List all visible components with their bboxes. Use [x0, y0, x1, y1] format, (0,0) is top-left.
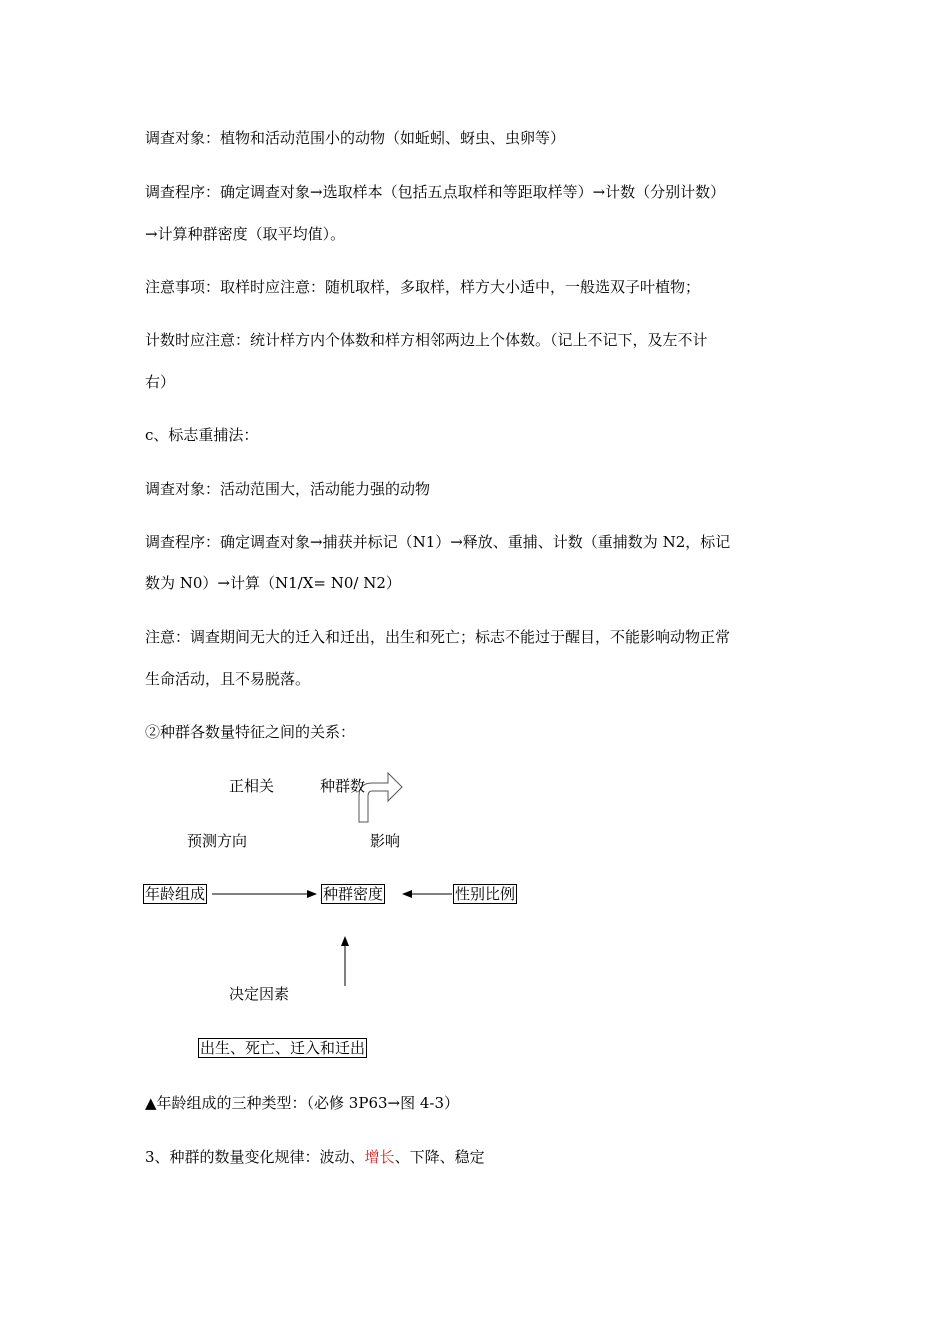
mark-recapture-procedure-cont: 数为 N0）→计算（N1/X= N0/ N2） [145, 574, 401, 592]
population-count-label: 种群数 [320, 777, 366, 795]
survey-procedure-text: 调查程序：确定调查对象→选取样本（包括五点取样和等距取样等）→计数（分别计数） [145, 183, 726, 201]
arrow-birth-to-density [341, 936, 349, 986]
mark-recapture-procedure: 调查程序：确定调查对象→捕获并标记（N1）→释放、重捕、计数（重捕数为 N2，标记 [145, 533, 731, 551]
sex-ratio-box: 性别比例 [455, 885, 516, 903]
influence-label: 影响 [370, 832, 401, 850]
population-change-rule [145, 1147, 485, 1167]
notes-text: 注意事项：取样时应注意：随机取样，多取样，样方大小适中，一般选双子叶植物； [145, 278, 701, 296]
population-density-box: 种群密度 [323, 885, 384, 903]
rule-suffix: 、下降、稳定 [394, 1148, 485, 1166]
mark-recapture-heading: c、标志重捕法： [145, 426, 259, 444]
age-structure-types-text: ▲年龄组成的三种类型：（必修 3P63→图 4-3） [145, 1094, 460, 1112]
arrow-sex-to-density [402, 890, 452, 898]
predict-direction-label: 预测方向 [187, 832, 248, 850]
survey-procedure-text-cont: →计算种群密度（取平均值）。 [145, 225, 346, 243]
rule-prefix: 3、种群的数量变化规律：波动、 [145, 1148, 365, 1166]
counting-notes-text: 计数时应注意：统计样方内个体数和样方相邻两边上个体数。（记上不记下，及左不计 [145, 331, 708, 349]
rule-growth-highlight: 增长 [364, 1148, 395, 1166]
mark-recapture-notes: 注意：调查期间无大的迁入和迁出，出生和死亡；标志不能过于醒目，不能影响动物正常 [145, 628, 731, 646]
arrow-age-to-density [212, 890, 317, 898]
mark-recapture-object: 调查对象：活动范围大，活动能力强的动物 [145, 480, 431, 498]
birth-death-migration-box: 出生、死亡、迁入和迁出 [200, 1039, 366, 1057]
counting-notes-text-cont: 右） [145, 373, 176, 391]
bent-arrow-icon [359, 773, 402, 822]
age-structure-box: 年龄组成 [145, 885, 206, 903]
deciding-factors-label: 决定因素 [229, 985, 290, 1003]
mark-recapture-notes-cont: 生命活动，且不易脱落。 [145, 670, 311, 688]
positive-correlation-label: 正相关 [229, 777, 275, 795]
survey-object-text: 调查对象：植物和活动范围小的动物（如蚯蚓、蚜虫、虫卵等） [145, 129, 566, 147]
relationship-heading: ②种群各数量特征之间的关系： [145, 723, 356, 741]
